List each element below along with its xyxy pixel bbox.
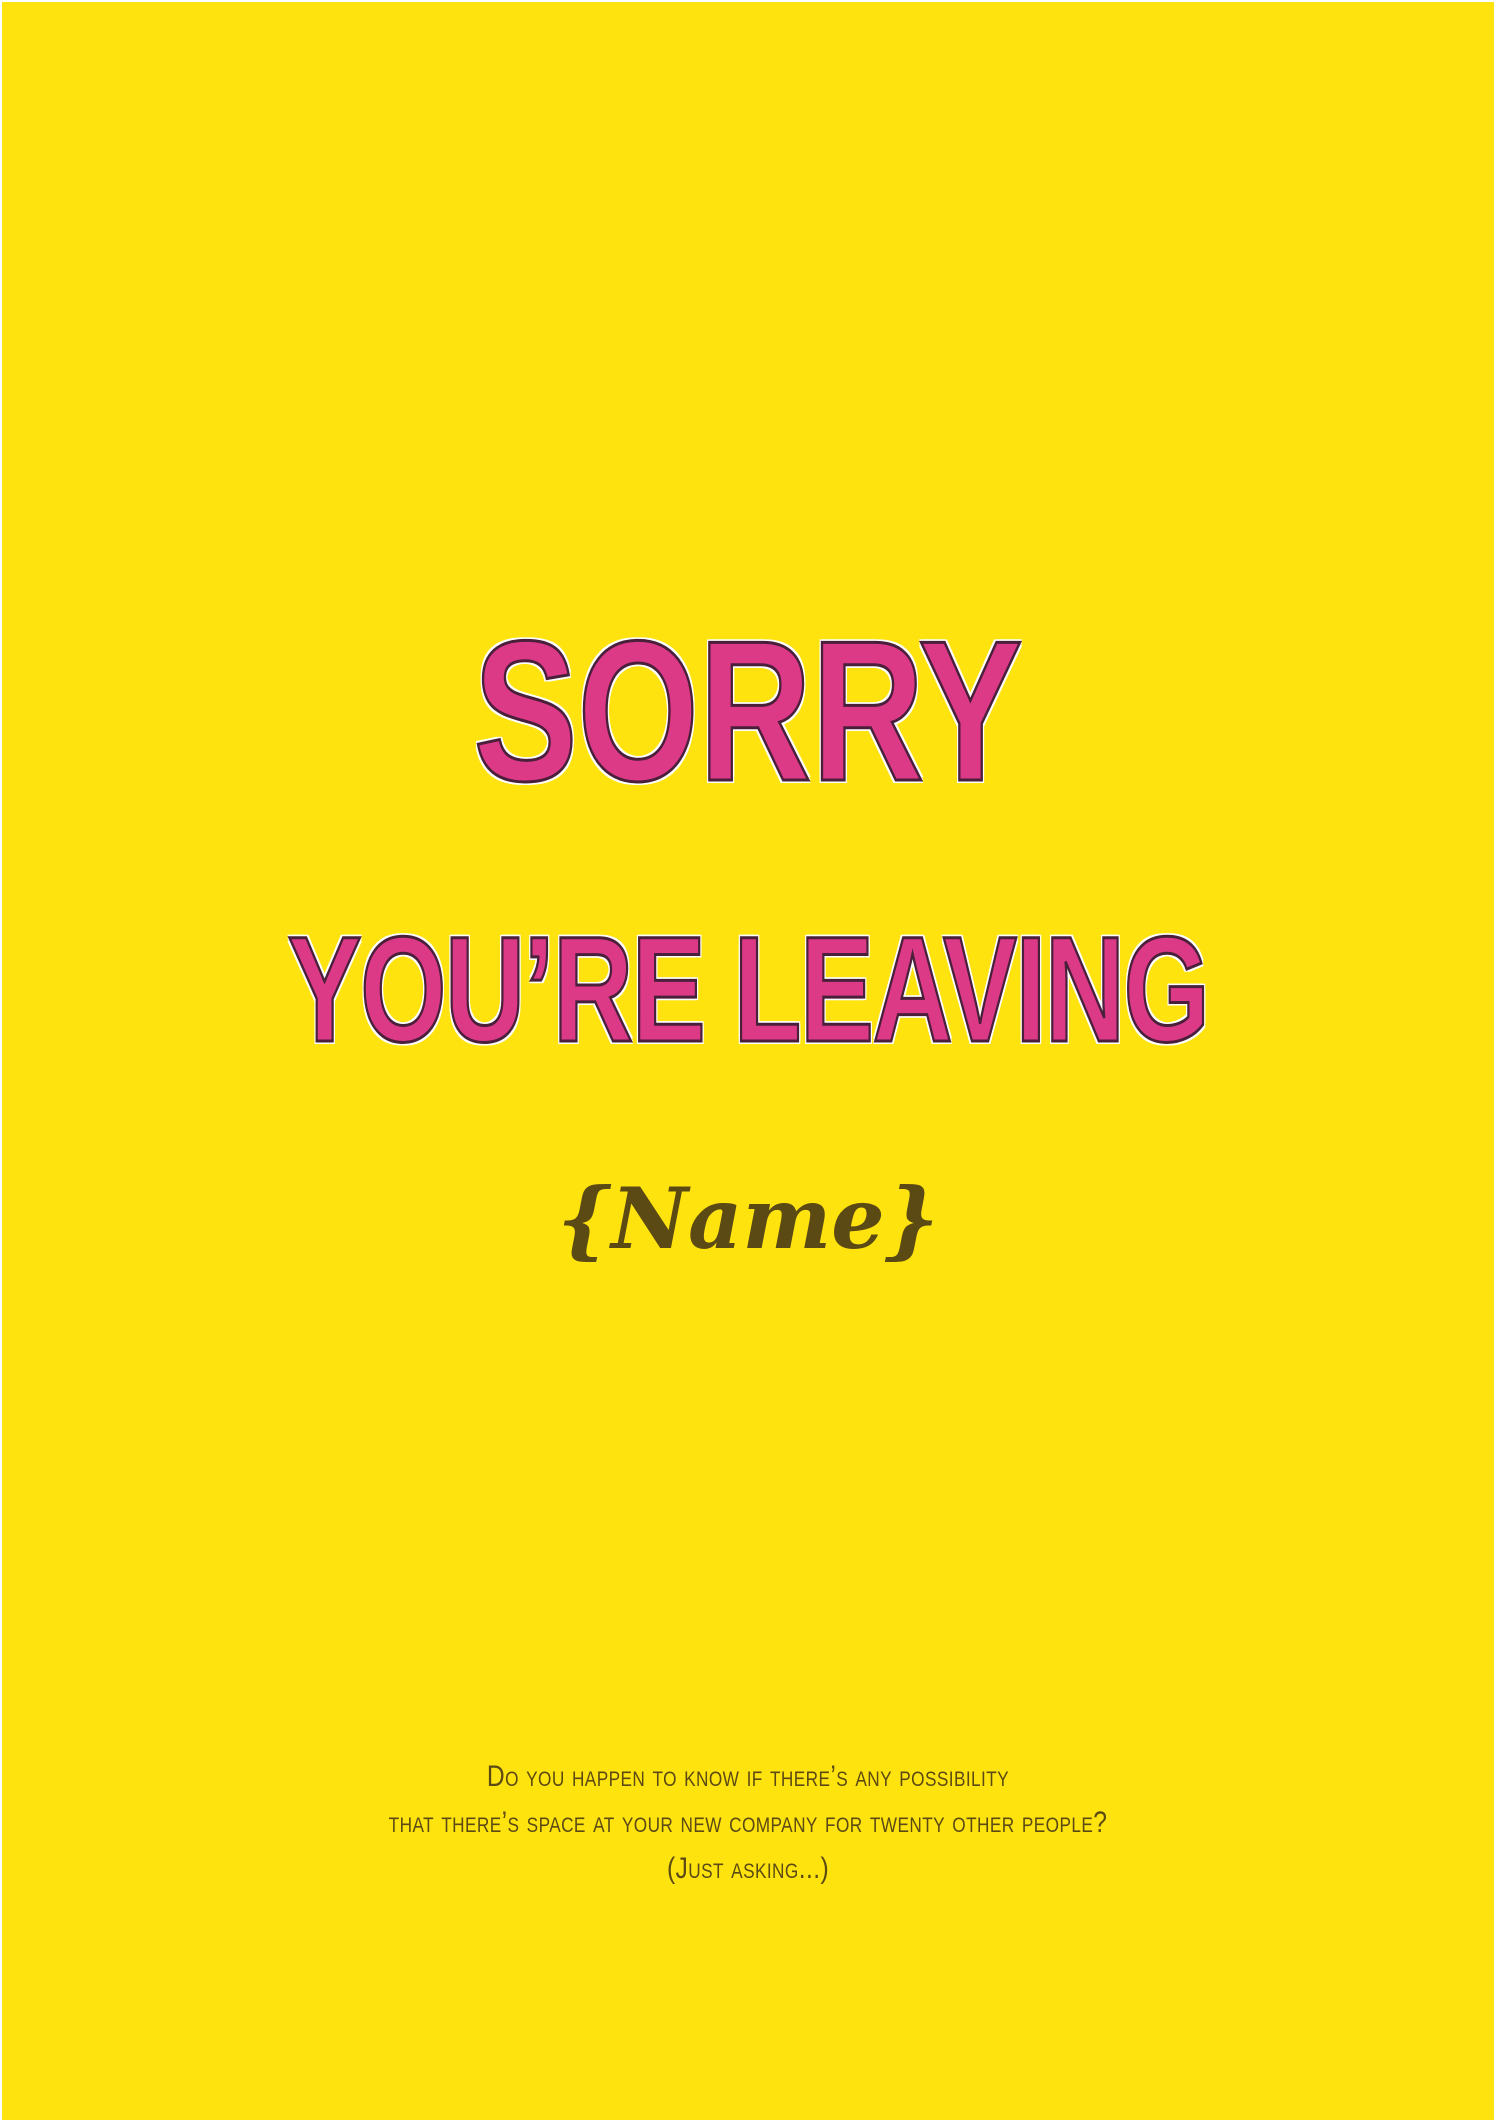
message-line-2: that there’s space at your new company for twenty other people? (388, 1806, 1108, 1839)
recipient-name-placeholder: {Name} (557, 1169, 939, 1268)
headline-youre-leaving: YOU’RE LEAVING (287, 905, 1209, 1073)
message-line-1: Do you happen to know if there’s any possibility (486, 1760, 1010, 1793)
card-message (2, 1754, 1494, 1892)
greeting-card (2, 2, 1494, 2120)
message-line-3: (Just asking...) (666, 1852, 830, 1885)
headline-sorry: SORRY (473, 600, 1023, 823)
